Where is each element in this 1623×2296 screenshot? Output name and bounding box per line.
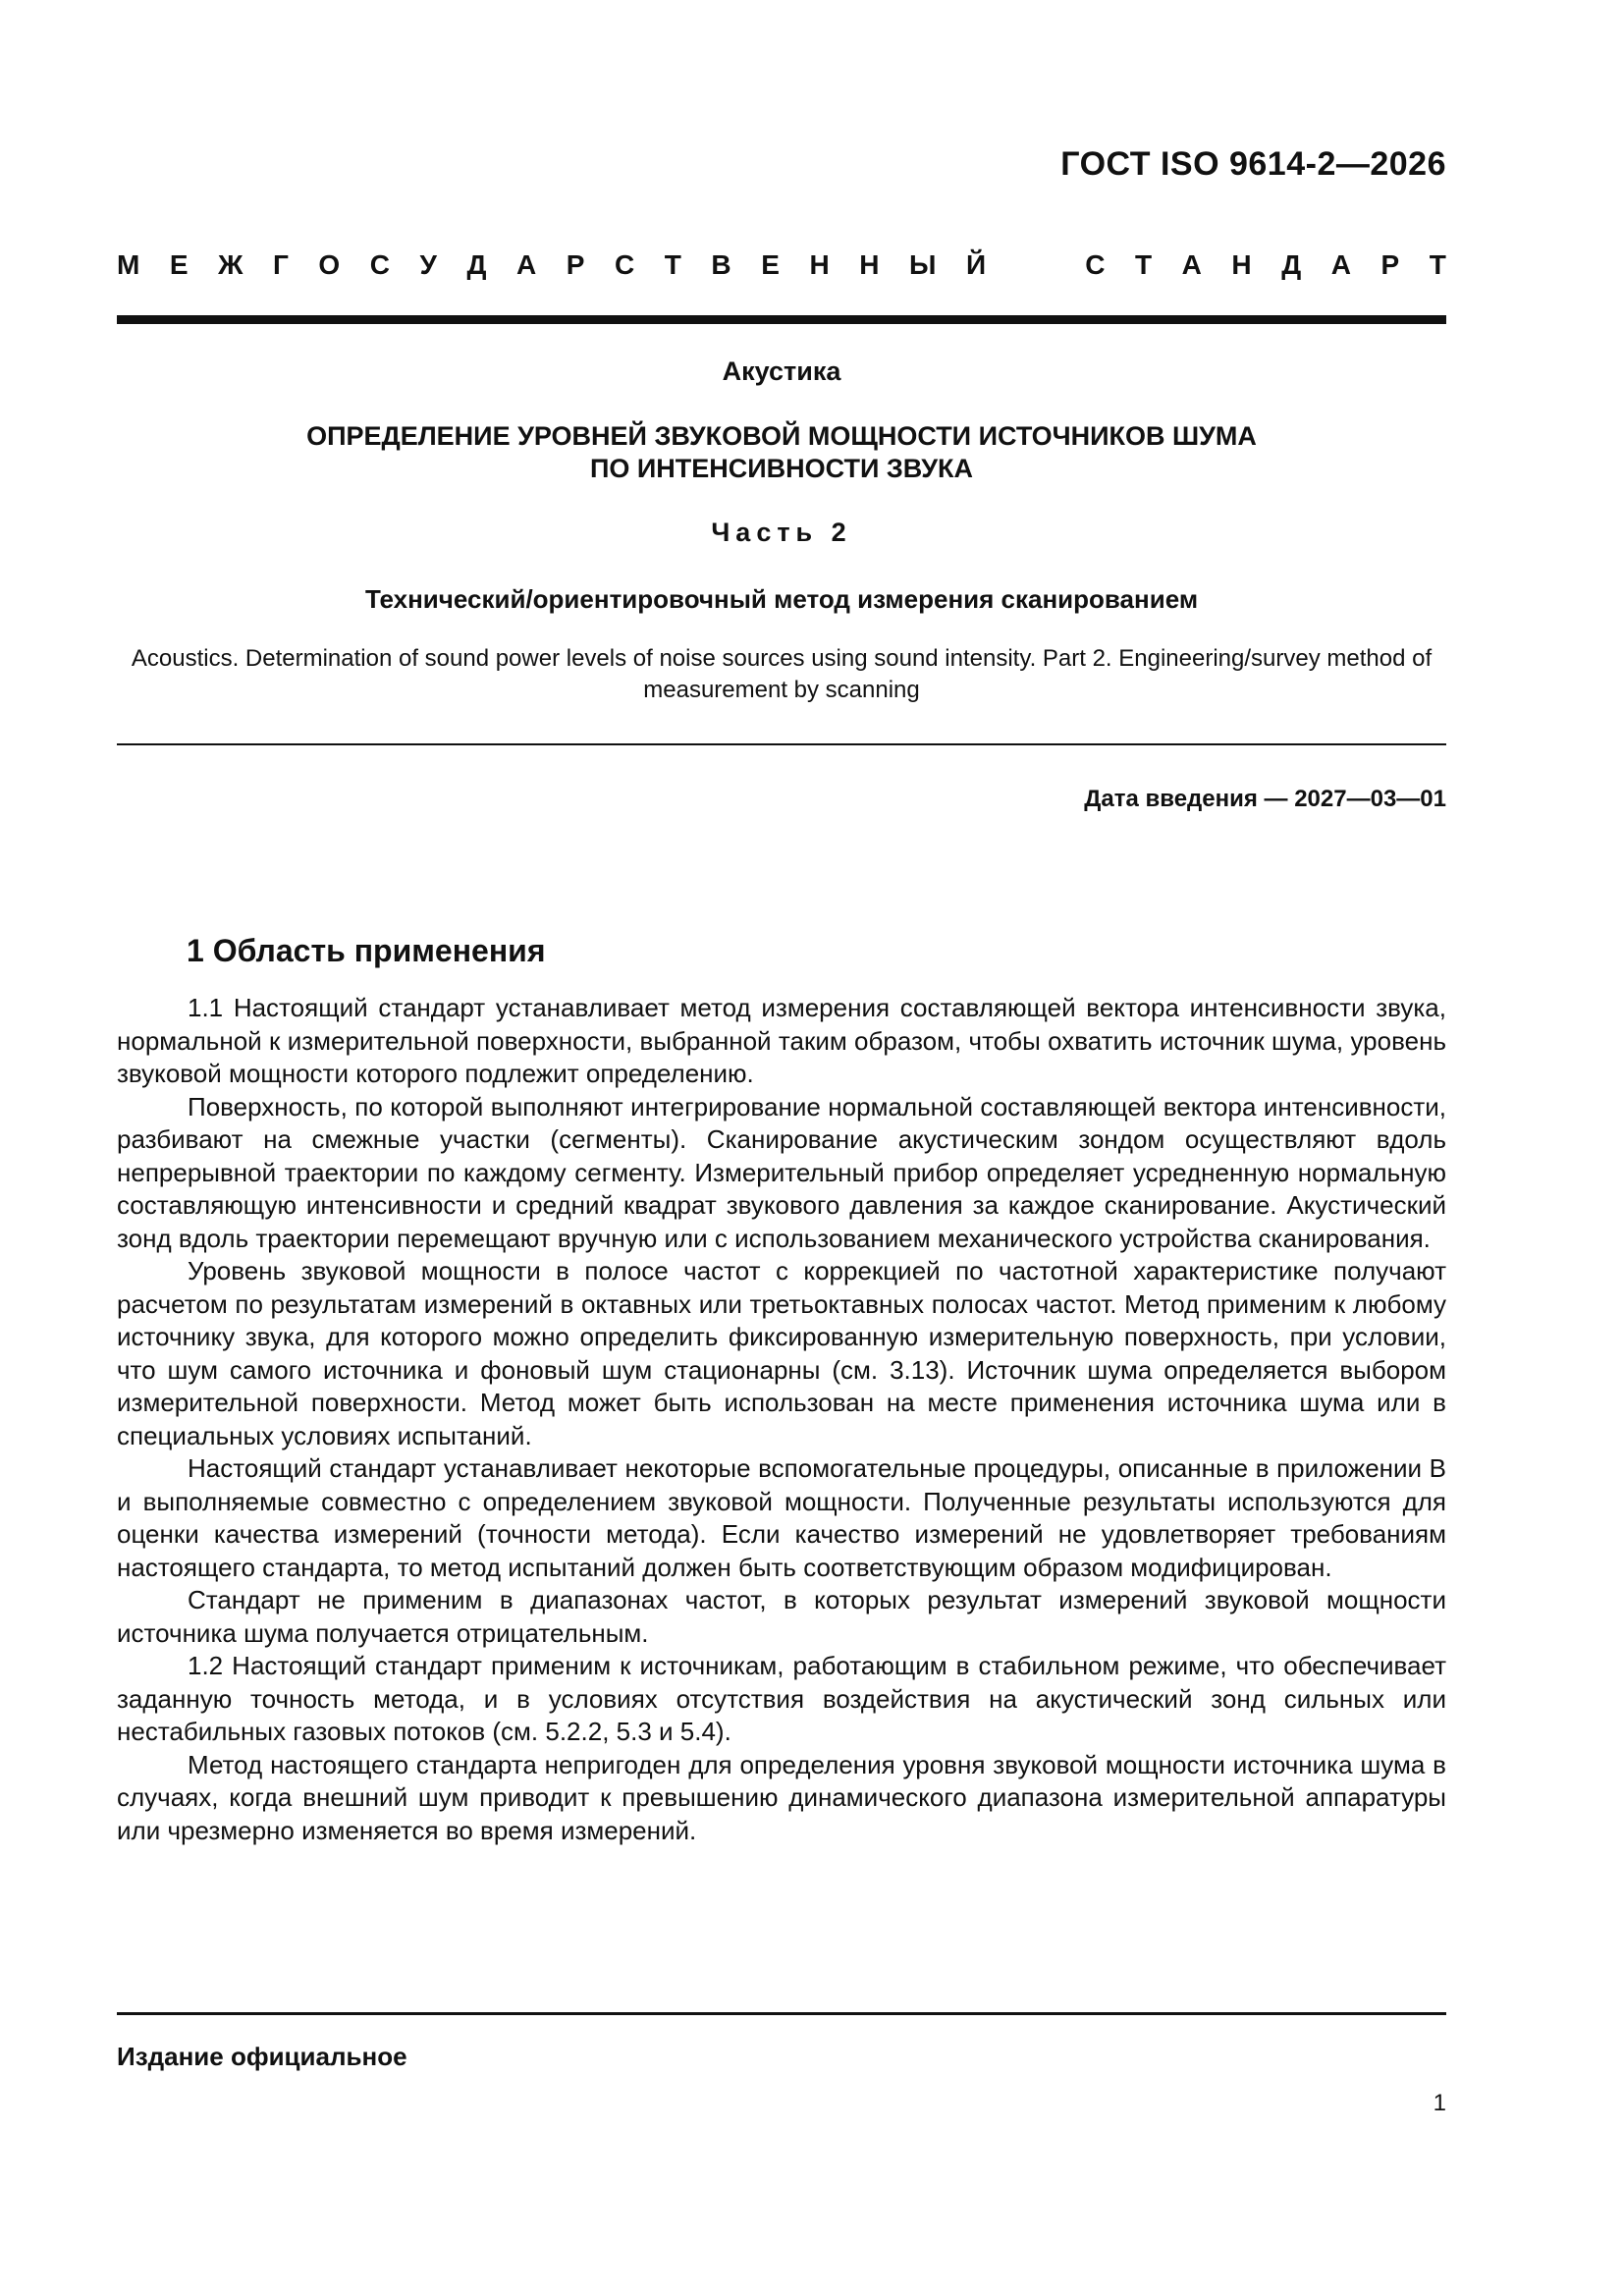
heading-letter: В (711, 249, 731, 280)
paragraph: Настоящий стандарт устанавливает некоторые вспомогательные процедуры, описанные в приложении В и выполняемые совместно с определением звуковой мощности. Полученные результаты используются для оценки качества измерений (точности метода). Если качество измерений не удовлетворяет требованиям настоящего стандарта, то метод испытаний должен быть соответствующим образом модифицирован. (117, 1453, 1446, 1582)
heading-letter: Г (272, 249, 289, 280)
main-title-line-1: ОПРЕДЕЛЕНИЕ УРОВНЕЙ ЗВУКОВОЙ МОЩНОСТИ ИСТОЧНИКОВ ШУМА (306, 421, 1257, 451)
paragraph: Стандарт не применим в диапазонах частот, в которых результат измерений звуковой мощности источника шума получается отрицательным. (117, 1585, 1446, 1648)
heading-letter: Н (859, 249, 880, 280)
heading-letter: Н (1231, 249, 1252, 280)
heading-letter: М (117, 249, 140, 280)
paragraph: 1.2 Настоящий стандарт применим к источникам, работающим в стабильном режиме, что обеспечивает заданную точность метода, и в условиях отсутствия воздействия на акустический зонд сильных или нестабильных газовых потоков (см. 5.2.2, 5.3 и 5.4). (117, 1651, 1446, 1746)
heading-letter: Д (1281, 249, 1302, 280)
heading-letter: А (1181, 249, 1202, 280)
section-body (117, 992, 1446, 1847)
heading-letter: С (614, 249, 635, 280)
heading-letter: Й (965, 249, 987, 280)
footer-rule (117, 2012, 1446, 2015)
main-title-line-2: ПО ИНТЕНСИВНОСТИ ЗВУКА (589, 454, 974, 483)
heading-letter: Р (566, 249, 585, 280)
heading-letter: Ж (218, 249, 243, 280)
heading-letter: Т (1134, 249, 1153, 280)
heading-letter: Е (169, 249, 189, 280)
heading-letter: Ы (909, 249, 937, 280)
introduction-date: Дата введения — 2027—03—01 (1084, 786, 1446, 812)
paragraph: Уровень звуковой мощности в полосе частот с коррекцией по частотной характеристике получают расчетом по результатам измерений в октавных или третьоктавных полосах частот. Метод применим к любому источнику звука, для которого можно определить фиксированную измерительную поверхность, при условии, что шум самого источника и фоновый шум стационарны (см. 3.13). Источник шума определяется выбором измерительной поверхности. Метод может быть использован на месте применения источника шума или в специальных условиях испытаний. (117, 1256, 1446, 1450)
heading-letter: Т (664, 249, 681, 280)
heading-letter: О (318, 249, 341, 280)
heading-letter: Д (466, 249, 487, 280)
heading-letter: С (369, 249, 390, 280)
heading-letter: Т (1429, 249, 1446, 280)
paragraph: Поверхность, по которой выполняют интегрирование нормальной составляющей вектора интенсивности, разбивают на смежные участки (сегменты). Сканирование акустическим зондом осуществляют вдоль непрерывной траектории по каждому сегменту. Измерительный прибор определяет усредненную нормальную составляющую интенсивности и средний квадрат звукового давления за каждое сканирование. Акустический зонд вдоль траектории перемещают вручную или с использованием механического устройства сканирования. (117, 1091, 1446, 1253)
section-heading: 1 Область применения (187, 933, 546, 968)
heading-letter: А (515, 249, 537, 280)
heading-letter: Н (809, 249, 830, 280)
subtitle: Технический/ориентировочный метод измерения сканированием (364, 584, 1199, 614)
heading-letter: У (419, 249, 437, 280)
heading-letter: Р (1380, 249, 1400, 280)
paragraph: 1.1 Настоящий стандарт устанавливает метод измерения составляющей вектора интенсивности звука, нормальной к измерительной поверхности, выбранной таким образом, чтобы охватить источник шума, уровень звуковой мощности которого подлежит определению. (117, 993, 1446, 1088)
title-rule (117, 743, 1446, 745)
heading-letter: С (1085, 249, 1106, 280)
official-edition-label: Издание официальное (117, 2042, 407, 2071)
header-rule (117, 315, 1446, 324)
field-title: Акустика (722, 356, 841, 386)
document-number: ГОСТ ISO 9614-2—2026 (1060, 145, 1446, 183)
english-title: Acoustics. Determination of sound power levels of noise sources using sound intensity. Part 2. Engineering/survey method of measurement by scanning (131, 645, 1433, 703)
heading-letter: Е (761, 249, 780, 280)
part-label: Часть 2 (711, 518, 852, 547)
page-number: 1 (1433, 2090, 1446, 2116)
paragraph: Метод настоящего стандарта непригоден для определения уровня звуковой мощности источника шума в случаях, когда внешний шум приводит к превышению динамического диапазона измерительной аппаратуры или чрезмерно изменяется во время измерений. (117, 1749, 1446, 1845)
main-title (117, 420, 1446, 485)
word-gap (1016, 249, 1055, 281)
heading-letter: А (1330, 249, 1351, 280)
interstate-standard-heading (117, 249, 1446, 281)
